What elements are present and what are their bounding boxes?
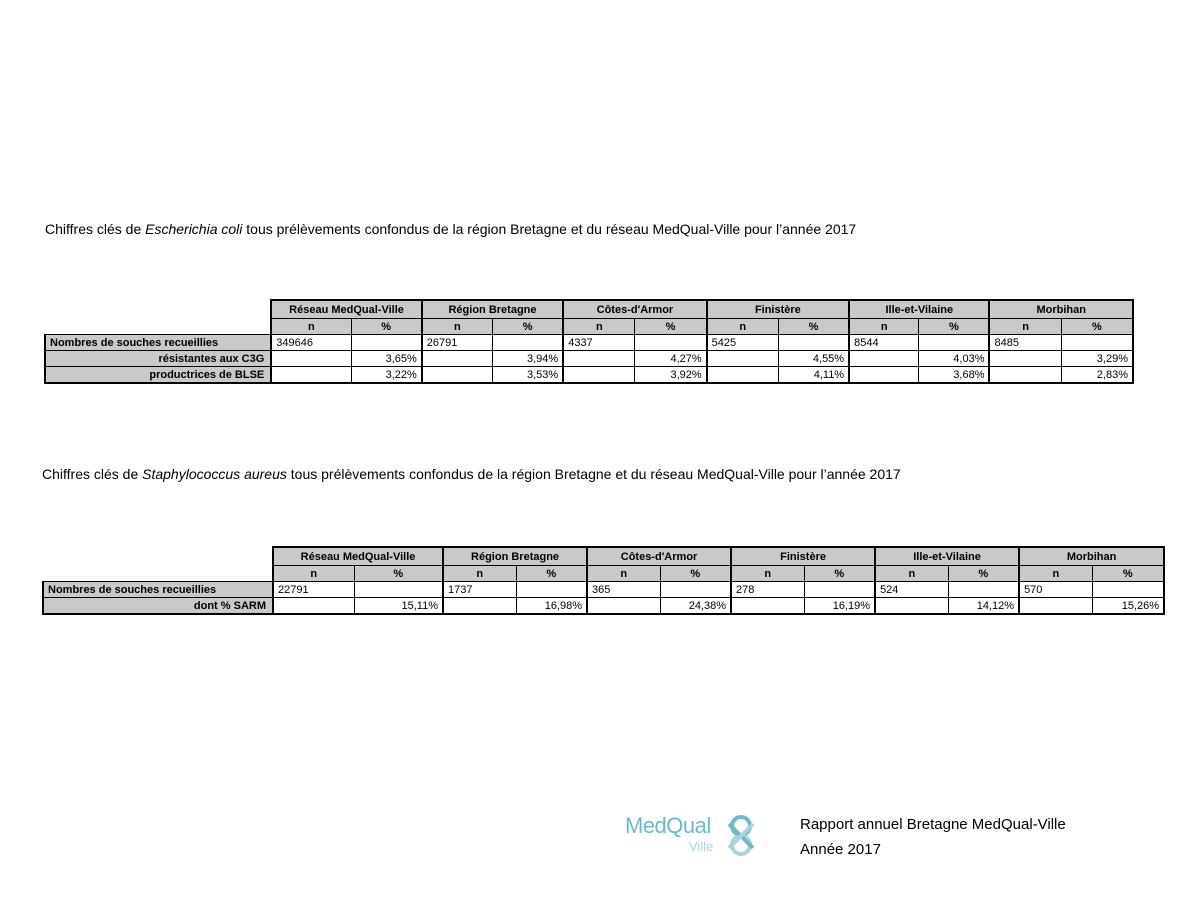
pct-cell	[492, 335, 563, 351]
count-cell	[731, 598, 804, 615]
count-cell: 365	[587, 582, 660, 598]
pct-cell: 16,98%	[516, 598, 587, 615]
pct-cell	[1092, 582, 1164, 598]
count-cell: 524	[875, 582, 948, 598]
table-row	[45, 335, 1133, 351]
group-header-ille-et-vilaine: Ille-et-Vilaine	[849, 300, 989, 319]
count-cell: 8544	[849, 335, 919, 351]
table2-title-prefix: Chiffres clés de	[42, 466, 143, 482]
pct-cell	[1061, 335, 1133, 351]
pct-cell: 3,68%	[919, 367, 990, 384]
subheader-pct: %	[351, 319, 422, 335]
subheader-pct: %	[948, 566, 1019, 582]
subheader-pct: %	[1061, 319, 1133, 335]
subheader-n: n	[875, 566, 948, 582]
pct-cell	[778, 335, 849, 351]
medqual-logo	[625, 813, 765, 859]
count-cell	[1019, 598, 1092, 615]
subheader-pct: %	[1092, 566, 1164, 582]
group-header-morbihan: Morbihan	[989, 300, 1133, 319]
subheader-pct: %	[778, 319, 849, 335]
count-cell	[443, 598, 516, 615]
pct-cell: 24,38%	[660, 598, 731, 615]
count-cell	[849, 351, 919, 367]
pct-cell: 14,12%	[948, 598, 1019, 615]
subheader-n: n	[273, 566, 354, 582]
group-header-reseau-medqual-ville: Réseau MedQual-Ville	[271, 300, 422, 319]
subheader-n: n	[422, 319, 493, 335]
subheader-pct: %	[635, 319, 707, 335]
table1-title-species: Escherichia coli	[145, 221, 243, 237]
pct-cell: 3,65%	[351, 351, 422, 367]
pct-cell	[354, 582, 443, 598]
table2-title-suffix: tous prélèvements confondus de la région Bretagne et du réseau MedQual-Ville pour l’année 2017	[286, 466, 901, 482]
row-label-productrices-de-blse: productrices de BLSE	[45, 367, 271, 384]
infinity-logo-icon	[721, 815, 761, 857]
count-cell	[271, 367, 351, 384]
count-cell	[271, 351, 351, 367]
group-header-cotes-d-armor: Côtes-d'Armor	[563, 300, 706, 319]
group-header-region-bretagne: Région Bretagne	[422, 300, 563, 319]
group-header-row	[45, 300, 1133, 319]
subheader-n: n	[849, 319, 919, 335]
row-label-resistantes-aux-c3g: résistantes aux C3G	[45, 351, 271, 367]
row-label-nombres-de-souches-recueillies: Nombres de souches recueillies	[45, 335, 271, 351]
pct-cell	[948, 582, 1019, 598]
table2-title	[42, 466, 901, 482]
pct-cell: 4,27%	[635, 351, 707, 367]
count-cell	[563, 367, 635, 384]
table-row	[45, 367, 1133, 384]
count-cell	[989, 367, 1061, 384]
ecoli-key-figures-table	[44, 299, 1134, 384]
empty-corner-cell	[45, 319, 271, 335]
count-cell	[273, 598, 354, 615]
subheader-n: n	[731, 566, 804, 582]
pct-cell	[804, 582, 875, 598]
count-cell: 278	[731, 582, 804, 598]
table-row	[43, 598, 1164, 615]
table1-title-prefix: Chiffres clés de	[45, 221, 146, 237]
pct-cell: 2,83%	[1061, 367, 1133, 384]
table2-title-species: Staphylococcus aureus	[142, 466, 287, 482]
count-cell: 26791	[422, 335, 493, 351]
count-cell	[707, 351, 779, 367]
pct-cell: 15,26%	[1092, 598, 1164, 615]
count-cell	[422, 367, 493, 384]
count-cell	[875, 598, 948, 615]
group-header-finistere: Finistère	[707, 300, 849, 319]
count-cell	[587, 598, 660, 615]
group-header-reseau-medqual-ville: Réseau MedQual-Ville	[273, 547, 443, 566]
pct-cell	[635, 335, 707, 351]
count-cell: 570	[1019, 582, 1092, 598]
subheader-n: n	[707, 319, 779, 335]
count-cell: 1737	[443, 582, 516, 598]
count-cell: 8485	[989, 335, 1061, 351]
pct-cell: 4,03%	[919, 351, 990, 367]
subheader-n: n	[443, 566, 516, 582]
subheader-n: n	[271, 319, 351, 335]
count-cell: 22791	[273, 582, 354, 598]
group-header-region-bretagne: Région Bretagne	[443, 547, 587, 566]
table1-title-suffix: tous prélèvements confondus de la région Bretagne et du réseau MedQual-Ville pour l’année 2017	[242, 221, 857, 237]
group-header-cotes-d-armor: Côtes-d'Armor	[587, 547, 731, 566]
row-label-dont-sarm: dont % SARM	[43, 598, 273, 615]
count-cell	[422, 351, 493, 367]
pct-cell: 15,11%	[354, 598, 443, 615]
subheader-pct: %	[804, 566, 875, 582]
empty-corner-cell	[43, 566, 273, 582]
subheader-pct: %	[660, 566, 731, 582]
logo-brand: MedQual	[625, 813, 711, 838]
report-footer	[800, 812, 1066, 862]
pct-cell: 3,94%	[492, 351, 563, 367]
count-cell	[989, 351, 1061, 367]
pct-cell: 3,29%	[1061, 351, 1133, 367]
subheader-pct: %	[919, 319, 990, 335]
pct-cell: 4,55%	[778, 351, 849, 367]
count-cell	[707, 367, 779, 384]
pct-cell: 3,53%	[492, 367, 563, 384]
pct-cell: 3,92%	[635, 367, 707, 384]
subheader-pct: %	[492, 319, 563, 335]
subheader-pct: %	[354, 566, 443, 582]
pct-cell: 16,19%	[804, 598, 875, 615]
footer-year: Année 2017	[800, 841, 881, 858]
subheader-n: n	[989, 319, 1061, 335]
count-cell: 5425	[707, 335, 779, 351]
count-cell: 4337	[563, 335, 635, 351]
pct-cell: 3,22%	[351, 367, 422, 384]
table-row	[43, 582, 1164, 598]
footer-report-title: Rapport annuel Bretagne MedQual-Ville	[800, 816, 1066, 833]
subheader-n: n	[587, 566, 660, 582]
count-cell	[563, 351, 635, 367]
group-header-ille-et-vilaine: Ille-et-Vilaine	[875, 547, 1019, 566]
saureus-key-figures-table	[42, 546, 1165, 615]
pct-cell	[516, 582, 587, 598]
group-header-morbihan: Morbihan	[1019, 547, 1164, 566]
group-header-row	[43, 547, 1164, 566]
pct-cell	[660, 582, 731, 598]
empty-corner-cell	[43, 547, 273, 566]
pct-cell	[351, 335, 422, 351]
pct-cell	[919, 335, 990, 351]
subheader-pct: %	[516, 566, 587, 582]
logo-sub: Ville	[689, 839, 714, 854]
subheader-row	[43, 566, 1164, 582]
count-cell: 349646	[271, 335, 351, 351]
count-cell	[849, 367, 919, 384]
subheader-n: n	[1019, 566, 1092, 582]
table1-title	[45, 221, 856, 237]
row-label-nombres-de-souches-recueillies: Nombres de souches recueillies	[43, 582, 273, 598]
table-row	[45, 351, 1133, 367]
pct-cell: 4,11%	[778, 367, 849, 384]
subheader-n: n	[563, 319, 635, 335]
subheader-row	[45, 319, 1133, 335]
empty-corner-cell	[45, 300, 271, 319]
group-header-finistere: Finistère	[731, 547, 875, 566]
